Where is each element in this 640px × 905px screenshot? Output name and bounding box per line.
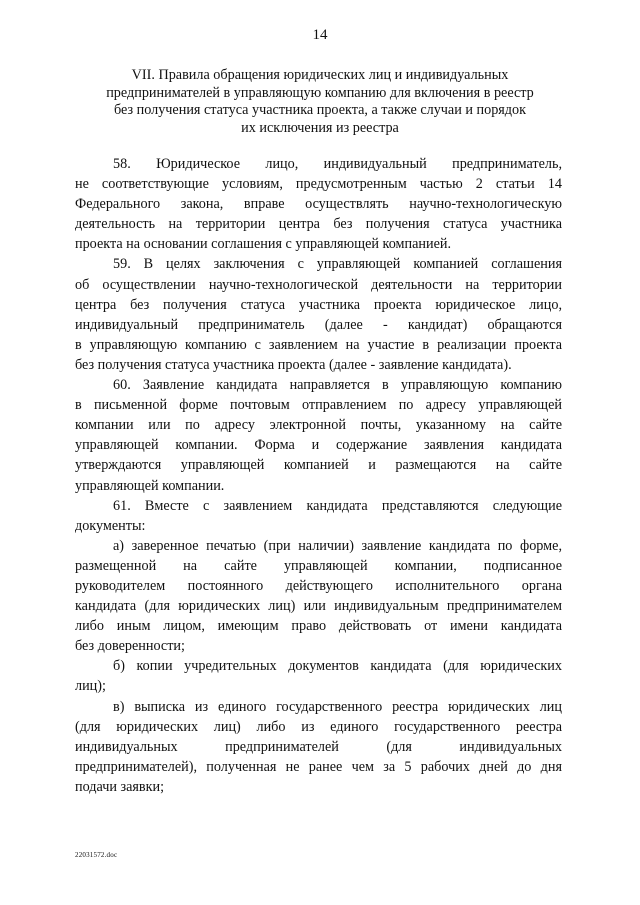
text-line: Федерального закона, вправе осуществлять научно-технологическую <box>75 196 562 213</box>
text-line: без получения статуса участника проекта (далее - заявление кандидата). <box>75 356 512 373</box>
text-line: индивидуальный предприниматель (далее - кандидат) обращаются <box>75 316 562 333</box>
document-filename: 22031572.doc <box>75 851 118 859</box>
text-line: (для юридических лиц) либо из единого государственного реестра <box>75 718 562 735</box>
heading-line: предпринимателей в управляющую компанию для включения в реестр <box>106 84 534 101</box>
document-body <box>75 154 562 797</box>
text-line: а) заверенное печатью (при наличии) заявление кандидата по форме, <box>113 537 562 554</box>
list-item-v <box>75 697 562 797</box>
page-number: 14 <box>312 27 328 43</box>
list-item-a <box>75 536 562 657</box>
text-line: в письменной форме почтовым отправлением по адресу управляющей <box>75 397 562 414</box>
text-line: кандидата (для юридических лиц) или индивидуальным предпринимателем <box>75 598 562 615</box>
text-line: деятельность на территории центра без получения статуса участника <box>75 216 562 233</box>
heading-line: их исключения из реестра <box>241 119 399 136</box>
text-line: руководителем постоянного действующего исполнительного органа <box>75 577 562 594</box>
text-line: 58. Юридическое лицо, индивидуальный предприниматель, <box>113 156 562 172</box>
text-line: компании или по адресу электронной почты, указанному на сайте <box>75 417 562 434</box>
paragraph-59 <box>75 254 562 375</box>
text-line: об осуществлении научно-технологической деятельности на территории <box>75 276 562 293</box>
text-line: документы: <box>75 517 146 534</box>
paragraph-58 <box>75 154 562 254</box>
text-line: проекта на основании соглашения с управляющей компанией. <box>75 236 452 253</box>
paragraph-60 <box>75 375 562 496</box>
text-line: в) выписка из единого государственного реестра юридических лиц <box>113 698 562 715</box>
text-line: размещенной на сайте управляющей компании, подписанное <box>75 557 562 574</box>
text-line: лиц); <box>75 678 106 695</box>
text-line: б) копии учредительных документов кандидата (для юридических <box>113 658 562 675</box>
heading-line: VII. Правила обращения юридических лиц и индивидуальных <box>131 67 509 83</box>
text-line: центра без получения статуса участника проекта юридическое лицо, <box>75 296 562 313</box>
text-line: подачи заявки; <box>75 778 165 795</box>
text-line: управляющей компании. Форма и содержание заявления кандидата <box>75 437 562 454</box>
text-line: без доверенности; <box>75 638 185 655</box>
text-line: 61. Вместе с заявлением кандидата представляются следующие <box>113 497 562 514</box>
text-line: предпринимателей), полученная не ранее чем за 5 рабочих дней до дня <box>75 758 562 775</box>
text-line: либо иным лицом, имеющим право действовать от имени кандидата <box>75 618 562 635</box>
section-heading <box>80 67 560 137</box>
text-line: 59. В целях заключения с управляющей компанией соглашения <box>113 256 562 273</box>
heading-line: без получения статуса участника проекта, а также случаи и порядок <box>113 102 527 118</box>
text-line: 60. Заявление кандидата направляется в управляющую компанию <box>113 377 562 394</box>
list-item-b <box>75 656 562 696</box>
text-line: не соответствующие условиям, предусмотренным частью 2 статьи 14 <box>75 176 562 193</box>
paragraph-61 <box>75 496 562 536</box>
text-line: в управляющую компанию с заявлением на участие в реализации проекта <box>75 336 562 353</box>
text-line: утверждаются управляющей компанией и размещаются на сайте <box>75 457 562 474</box>
text-line: индивидуальных предпринимателей (для индивидуальных <box>75 738 562 755</box>
text-line: управляющей компании. <box>75 477 225 494</box>
